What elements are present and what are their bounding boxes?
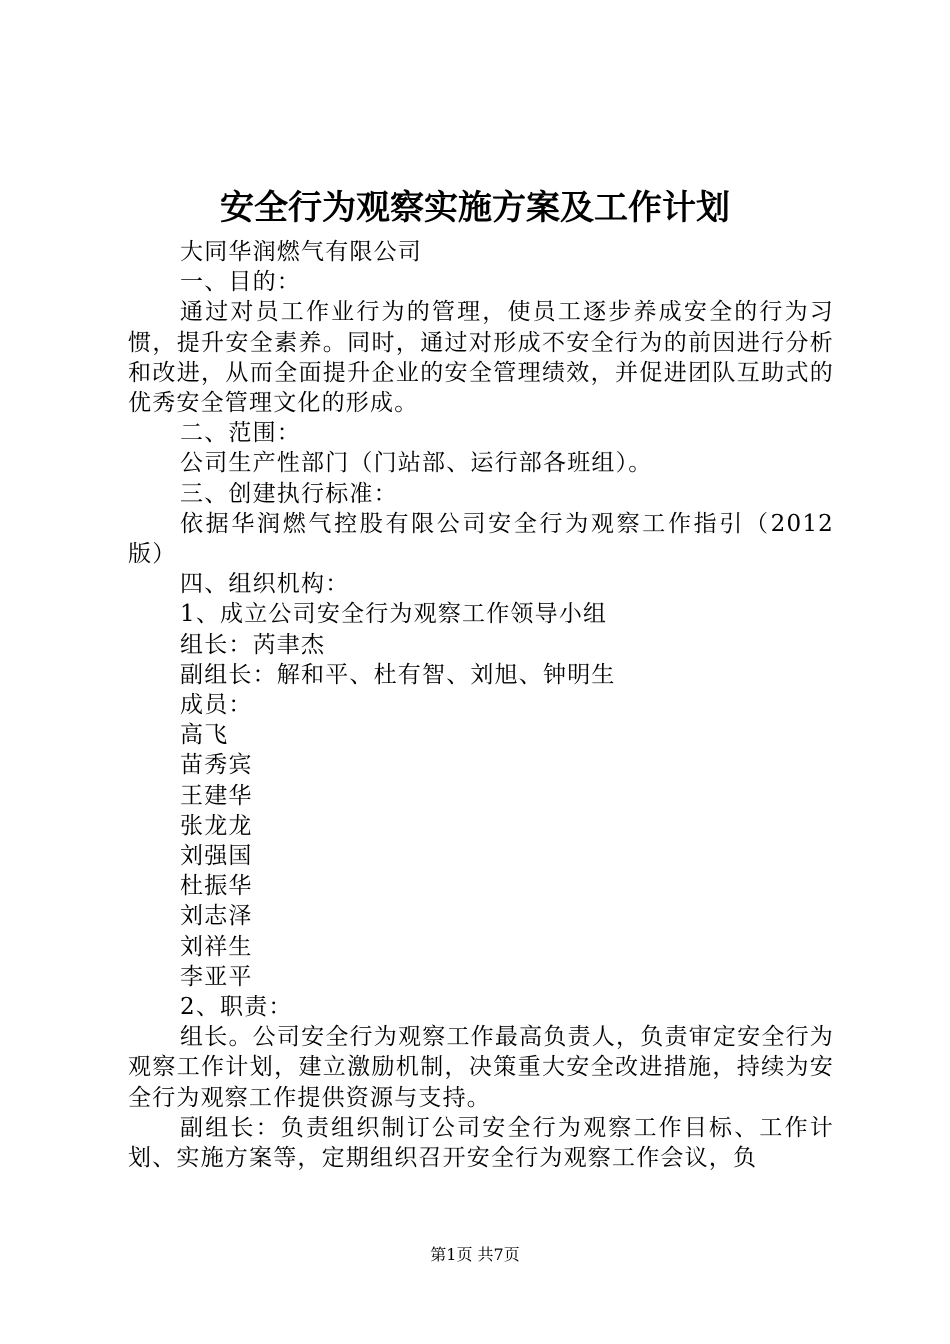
duty-deputy-paragraph: 副组长：负责组织制订公司安全行为观察工作目标、工作计划、实施方案等，定期组织召开安全行为观察工作会议，负 (128, 1114, 834, 1172)
page-footer: 第1页 共7页 (430, 1245, 520, 1264)
member-name: 杜振华 (180, 873, 253, 900)
section-heading-standard: 三、创建执行标准： (180, 480, 398, 507)
leader-line: 组长：芮聿杰 (180, 631, 326, 658)
standard-paragraph: 依据华润燃气控股有限公司安全行为观察工作指引（2012版） (128, 510, 834, 568)
purpose-paragraph: 通过对员工作业行为的管理，使员工逐步养成安全的行为习惯，提升安全素养。同时，通过对形成不安全行为的前因进行分析和改进，从而全面提升企业的安全管理绩效，并促进团队互助式的优秀安全管理文化的形成。 (128, 299, 834, 417)
document-body (128, 237, 834, 1173)
duty-leader-paragraph: 组长。公司安全行为观察工作最高负责人，负责审定安全行为观察工作计划，建立激励机制，决策重大安全改进措施，持续为安全行为观察工作提供资源与支持。 (128, 1024, 834, 1111)
member-name: 张龙龙 (180, 812, 253, 839)
organization-item-1: 1、成立公司安全行为观察工作领导小组 (180, 601, 608, 628)
scope-text: 公司生产性部门（门站部、运行部各班组）。 (180, 450, 653, 477)
section-heading-scope: 二、范围： (180, 420, 301, 447)
organization-item-2: 2、职责： (180, 994, 293, 1021)
member-name: 刘志泽 (180, 903, 253, 930)
member-name: 苗秀宾 (180, 752, 253, 779)
member-name: 刘强国 (180, 843, 253, 870)
member-name: 高飞 (180, 722, 229, 749)
members-label: 成员： (180, 692, 253, 719)
member-name: 王建华 (180, 782, 253, 809)
document-title: 安全行为观察实施方案及工作计划 (220, 188, 730, 228)
section-heading-organization: 四、组织机构： (180, 571, 350, 598)
section-heading-purpose: 一、目的： (180, 269, 301, 296)
company-name: 大同华润燃气有限公司 (180, 239, 422, 265)
deputy-leaders-line: 副组长：解和平、杜有智、刘旭、钟明生 (180, 661, 616, 688)
member-name: 李亚平 (180, 963, 253, 990)
member-name: 刘祥生 (180, 933, 253, 960)
